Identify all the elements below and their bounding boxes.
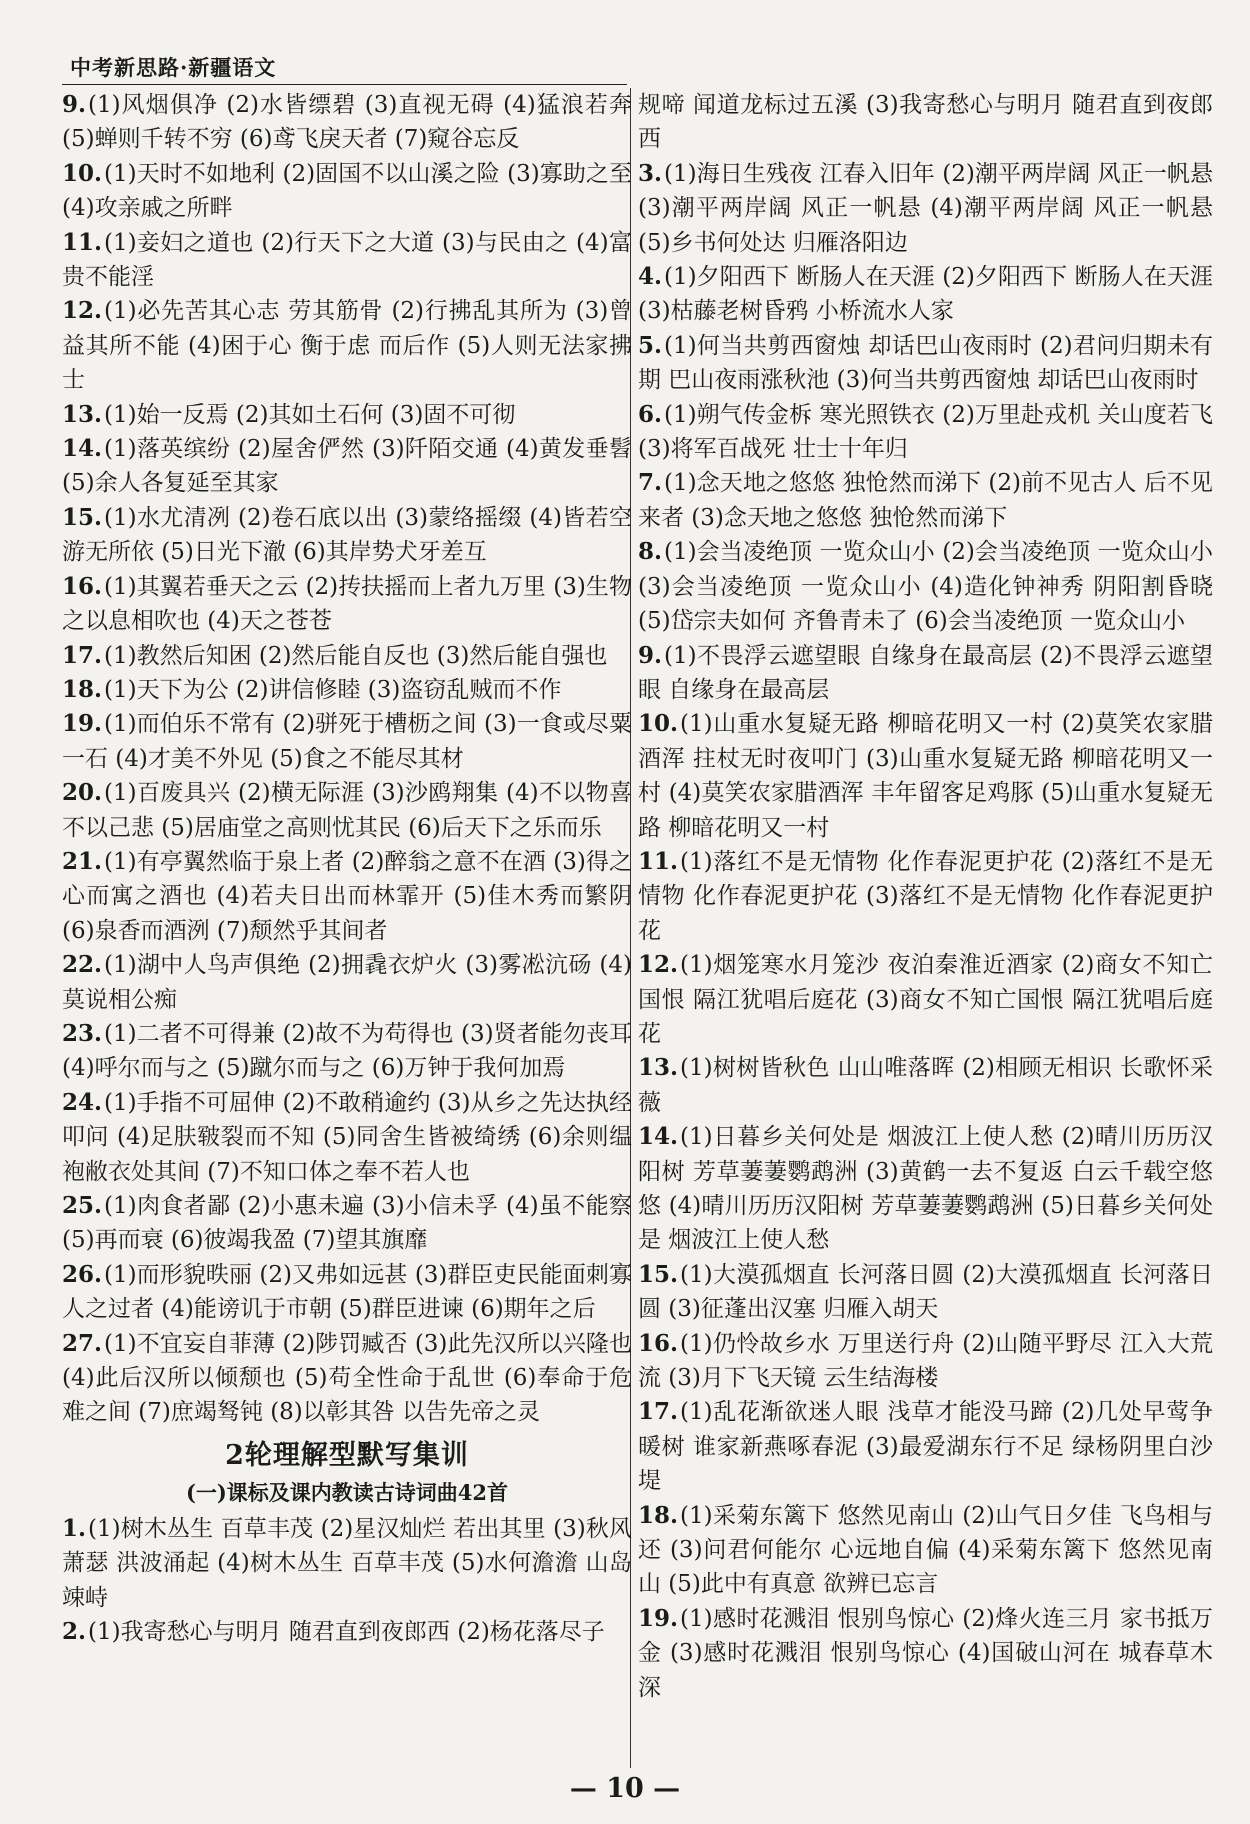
page-number: — 10 — bbox=[569, 1773, 681, 1804]
answer-item bbox=[62, 226, 632, 295]
answer-number: 10. bbox=[638, 710, 679, 738]
answer-item bbox=[62, 1512, 632, 1615]
answer-item bbox=[62, 1189, 632, 1258]
answer-text: (1)有亭翼然临于泉上者 (2)醉翁之意不在酒 (3)得之心而寓之酒也 (4)若夫日出而林霏开 (5)佳木秀而繁阴 (6)泉香而酒洌 (7)颓然乎其间者 bbox=[62, 848, 632, 944]
header-rule bbox=[62, 84, 627, 85]
answer-item bbox=[638, 466, 1213, 535]
answer-text: (1)教然后知困 (2)然后能自反也 (3)然后能自强也 bbox=[104, 642, 608, 669]
answer-text: (1)念天地之悠悠 独怆然而涕下 (2)前不见古人 后不见来者 (3)念天地之悠悠 独怆然而涕下 bbox=[638, 470, 1213, 531]
answer-item bbox=[638, 948, 1213, 1051]
answer-text: (1)始一反焉 (2)其如土石何 (3)固不可彻 bbox=[104, 401, 516, 428]
answer-text: (1)二者不可得兼 (2)故不为苟得也 (3)贤者能勿丧耳 (4)呼尔而与之 (5)蹴尔而与之 (6)万钟于我何加焉 bbox=[62, 1020, 632, 1082]
answer-number: 10. bbox=[62, 159, 103, 187]
answer-item bbox=[638, 260, 1213, 329]
answer-text: (1)树木丛生 百草丰茂 (2)星汉灿烂 若出其里 (3)秋风萧瑟 洪波涌起 (4)树木丛生 百草丰茂 (5)水何澹澹 山岛竦峙 bbox=[62, 1515, 632, 1611]
answer-number: 6. bbox=[638, 400, 663, 428]
answer-text: (1)采菊东篱下 悠然见南山 (2)山气日夕佳 飞鸟相与还 (3)问君何能尔 心远地自偏 (4)采菊东篱下 悠然见南山 (5)此中有真意 欲辨已忘言 bbox=[638, 1502, 1213, 1598]
answer-number: 3. bbox=[638, 159, 663, 187]
answer-text: (1)朔气传金柝 寒光照铁衣 (2)万里赴戎机 关山度若飞 (3)将军百战死 壮士十年归 bbox=[638, 401, 1213, 463]
answer-item bbox=[62, 639, 632, 673]
answer-item bbox=[62, 157, 632, 226]
section-title: 2轮理解型默写集训 bbox=[225, 1439, 469, 1471]
answer-item bbox=[62, 1017, 632, 1086]
running-header: 中考新思路·新疆语文 bbox=[70, 55, 277, 80]
answer-text: (1)百废具兴 (2)横无际涯 (3)沙鸥翔集 (4)不以物喜 不以己悲 (5)居庙堂之高则忧其民 (6)后天下之乐而乐 bbox=[62, 780, 632, 841]
answer-number: 11. bbox=[62, 228, 103, 256]
answer-item bbox=[638, 157, 1213, 260]
answer-text: (1)落英缤纷 (2)屋舍俨然 (3)阡陌交通 (4)黄发垂髫 (5)余人各复延至其家 bbox=[62, 436, 632, 497]
answer-number: 16. bbox=[62, 572, 103, 600]
answer-item bbox=[638, 1327, 1213, 1396]
answer-number: 2. bbox=[62, 1618, 87, 1646]
answer-number: 7. bbox=[638, 469, 663, 497]
answer-item bbox=[62, 1615, 632, 1649]
answer-item bbox=[62, 776, 632, 845]
answer-item bbox=[62, 294, 632, 397]
answer-item bbox=[638, 639, 1213, 708]
answer-text: (1)肉食者鄙 (2)小惠未遍 (3)小信未孚 (4)虽不能察 (5)再而衰 (6)彼竭我盈 (7)望其旗靡 bbox=[62, 1193, 632, 1254]
left-column bbox=[62, 88, 632, 1649]
answer-number: 12. bbox=[62, 297, 103, 325]
answer-number: 14. bbox=[62, 435, 103, 463]
answer-item bbox=[62, 673, 632, 707]
answer-item bbox=[638, 707, 1213, 845]
answer-item bbox=[638, 398, 1213, 467]
answer-number: 13. bbox=[638, 1054, 679, 1082]
answer-text: (1)何当共剪西窗烛 却话巴山夜雨时 (2)君问归期未有期 巴山夜雨涨秋池 (3)何当共剪西窗烛 却话巴山夜雨时 bbox=[638, 332, 1213, 394]
answer-number: 27. bbox=[62, 1329, 103, 1357]
answer-text: (1)手指不可屈伸 (2)不敢稍逾约 (3)从乡之先达执经叩问 (4)足肤皲裂而不知 (5)同舍生皆被绮绣 (6)余则缊袍敝衣处其间 (7)不知口体之奉不若人也 bbox=[62, 1089, 632, 1185]
answer-item bbox=[638, 1258, 1213, 1327]
answer-item bbox=[62, 1086, 632, 1189]
answer-text: (1)不畏浮云遮望眼 自缘身在最高层 (2)不畏浮云遮望眼 自缘身在最高层 bbox=[638, 642, 1213, 703]
answer-number: 13. bbox=[62, 400, 103, 428]
answer-item bbox=[638, 329, 1213, 398]
answer-number: 1. bbox=[62, 1514, 87, 1542]
answer-text: (1)其翼若垂天之云 (2)抟扶摇而上者九万里 (3)生物之以息相吹也 (4)天之苍苍 bbox=[62, 573, 632, 635]
answer-item bbox=[62, 948, 632, 1017]
answer-text: (1)妾妇之道也 (2)行天下之大道 (3)与民由之 (4)富贵不能淫 bbox=[62, 229, 632, 291]
answer-text: (1)不宜妄自菲薄 (2)陟罚臧否 (3)此先汉所以兴隆也 (4)此后汉所以倾颓也 (5)苟全性命于乱世 (6)奉命于危难之间 (7)庶竭驽钝 (8)以彰其咎 以告先帝之灵 bbox=[62, 1330, 632, 1426]
answer-number: 15. bbox=[638, 1260, 679, 1288]
answer-number: 4. bbox=[638, 263, 663, 291]
answer-number: 11. bbox=[638, 847, 679, 875]
answer-item bbox=[62, 570, 632, 639]
answer-text: (1)乱花渐欲迷人眼 浅草才能没马蹄 (2)几处早莺争暖树 谁家新燕啄春泥 (3)最爱湖东行不足 绿杨阴里白沙堤 bbox=[638, 1399, 1213, 1495]
answer-item bbox=[638, 535, 1213, 638]
answer-number: 19. bbox=[638, 1604, 679, 1632]
left-poetry-answer-list bbox=[62, 1512, 632, 1650]
right-answer-list bbox=[638, 157, 1213, 1705]
answer-text: (1)夕阳西下 断肠人在天涯 (2)夕阳西下 断肠人在天涯 (3)枯藤老树昏鸦 小桥流水人家 bbox=[638, 264, 1213, 325]
answer-number: 21. bbox=[62, 847, 103, 875]
answer-text: (1)烟笼寒水月笼沙 夜泊秦淮近酒家 (2)商女不知亡国恨 隔江犹唱后庭花 (3)商女不知亡国恨 隔江犹唱后庭花 bbox=[638, 952, 1213, 1047]
answer-item bbox=[62, 398, 632, 432]
answer-item bbox=[62, 88, 632, 157]
answer-number: 24. bbox=[62, 1088, 103, 1116]
answer-item bbox=[62, 1258, 632, 1327]
answer-number: 22. bbox=[62, 951, 103, 979]
answer-text: (1)树树皆秋色 山山唯落晖 (2)相顾无相识 长歌怀采薇 bbox=[638, 1055, 1213, 1116]
answer-text: (1)天时不如地利 (2)固国不以山溪之险 (3)寡助之至 (4)攻亲戚之所畔 bbox=[62, 160, 632, 222]
answer-number: 8. bbox=[638, 538, 663, 566]
answer-text: (1)而伯乐不常有 (2)骈死于槽枥之间 (3)一食或尽粟一石 (4)才美不外见 (5)食之不能尽其材 bbox=[62, 711, 632, 772]
answer-number: 17. bbox=[638, 1398, 679, 1426]
answer-item bbox=[638, 1602, 1213, 1705]
answer-number: 20. bbox=[62, 779, 103, 807]
answer-number: 23. bbox=[62, 1019, 103, 1047]
answer-number: 18. bbox=[62, 675, 103, 703]
answer-item bbox=[638, 1051, 1213, 1120]
answer-number: 18. bbox=[638, 1501, 679, 1529]
answer-item bbox=[62, 845, 632, 948]
section-subtitle: (一)课标及课内教读古诗词曲42首 bbox=[185, 1479, 509, 1505]
answer-continuation: 规啼 闻道龙标过五溪 (3)我寄愁心与明月 随君直到夜郎西 bbox=[638, 92, 1213, 153]
answer-number: 15. bbox=[62, 503, 103, 531]
answer-text: (1)仍怜故乡水 万里送行舟 (2)山随平野尽 江入大荒流 (3)月下飞天镜 云生结海楼 bbox=[638, 1330, 1213, 1392]
answer-item bbox=[638, 845, 1213, 948]
answer-text: (1)大漠孤烟直 长河落日圆 (2)大漠孤烟直 长河落日圆 (3)征蓬出汉塞 归雁入胡天 bbox=[638, 1261, 1213, 1323]
answer-text: (1)海日生残夜 江春入旧年 (2)潮平两岸阔 风正一帆悬 (3)潮平两岸阔 风正一帆悬 (4)潮平两岸阔 风正一帆悬 (5)乡书何处达 归雁洛阳边 bbox=[638, 160, 1213, 256]
answer-number: 12. bbox=[638, 951, 679, 979]
answer-item bbox=[62, 432, 632, 501]
answer-text: (1)落红不是无情物 化作春泥更护花 (2)落红不是无情物 化作春泥更护花 (3)落红不是无情物 化作春泥更护花 bbox=[638, 848, 1213, 944]
answer-number: 26. bbox=[62, 1260, 103, 1288]
answer-item bbox=[638, 1120, 1213, 1258]
answer-number: 5. bbox=[638, 331, 663, 359]
answer-item bbox=[62, 707, 632, 776]
answer-text: (1)日暮乡关何处是 烟波江上使人愁 (2)晴川历历汉阳树 芳草萋萋鹦鹉洲 (3)黄鹤一去不复返 白云千载空悠悠 (4)晴川历历汉阳树 芳草萋萋鹦鹉洲 (5)日暮乡关何处是 烟波江上使人愁 bbox=[638, 1124, 1213, 1254]
answer-number: 9. bbox=[638, 641, 663, 669]
answer-text: (1)湖中人鸟声俱绝 (2)拥毳衣炉火 (3)雾凇沆砀 (4)莫说相公痴 bbox=[62, 952, 632, 1013]
answer-number: 19. bbox=[62, 710, 103, 738]
answer-text: (1)会当凌绝顶 一览众山小 (2)会当凌绝顶 一览众山小 (3)会当凌绝顶 一览众山小 (4)造化钟神秀 阴阳割昏晓 (5)岱宗夫如何 齐鲁青未了 (6)会当凌绝顶 一览众山小 bbox=[638, 539, 1213, 635]
answer-text: (1)我寄愁心与明月 随君直到夜郎西 (2)杨花落尽子 bbox=[88, 1619, 605, 1646]
answer-item bbox=[638, 1499, 1213, 1602]
right-column bbox=[638, 88, 1213, 1705]
answer-text: (1)而形貌昳丽 (2)又弗如远甚 (3)群臣吏民能面刺寡人之过者 (4)能谤讥于市朝 (5)群臣进谏 (6)期年之后 bbox=[62, 1261, 632, 1323]
left-answer-list bbox=[62, 88, 632, 1430]
answer-number: 14. bbox=[638, 1123, 679, 1151]
answer-number: 16. bbox=[638, 1329, 679, 1357]
answer-item bbox=[62, 501, 632, 570]
answer-text: (1)感时花溅泪 恨别鸟惊心 (2)烽火连三月 家书抵万金 (3)感时花溅泪 恨别鸟惊心 (4)国破山河在 城春草木深 bbox=[638, 1605, 1213, 1701]
answer-text: (1)水尤清冽 (2)卷石底以出 (3)蒙络摇缀 (4)皆若空游无所依 (5)日光下澈 (6)其岸势犬牙差互 bbox=[62, 504, 632, 566]
answer-text: (1)天下为公 (2)讲信修睦 (3)盗窃乱贼而不作 bbox=[104, 676, 562, 703]
answer-text: (1)必先苦其心志 劳其筋骨 (2)行拂乱其所为 (3)曾益其所不能 (4)困于心 衡于虑 而后作 (5)人则无法家拂士 bbox=[62, 298, 632, 394]
answer-text: (1)山重水复疑无路 柳暗花明又一村 (2)莫笑农家腊酒浑 拄杖无时夜叩门 (3)山重水复疑无路 柳暗花明又一村 (4)莫笑农家腊酒浑 丰年留客足鸡豚 (5)山重水复疑无路 柳暗花明又一村 bbox=[638, 711, 1213, 841]
answer-text: (1)风烟俱净 (2)水皆缥碧 (3)直视无碍 (4)猛浪若奔 (5)蝉则千转不穷 (6)鸢飞戾天者 (7)窥谷忘反 bbox=[62, 92, 632, 153]
answer-number: 17. bbox=[62, 641, 103, 669]
answer-number: 9. bbox=[62, 91, 87, 118]
answer-number: 25. bbox=[62, 1192, 103, 1219]
answer-item bbox=[62, 1327, 632, 1430]
answer-item bbox=[638, 1395, 1213, 1498]
